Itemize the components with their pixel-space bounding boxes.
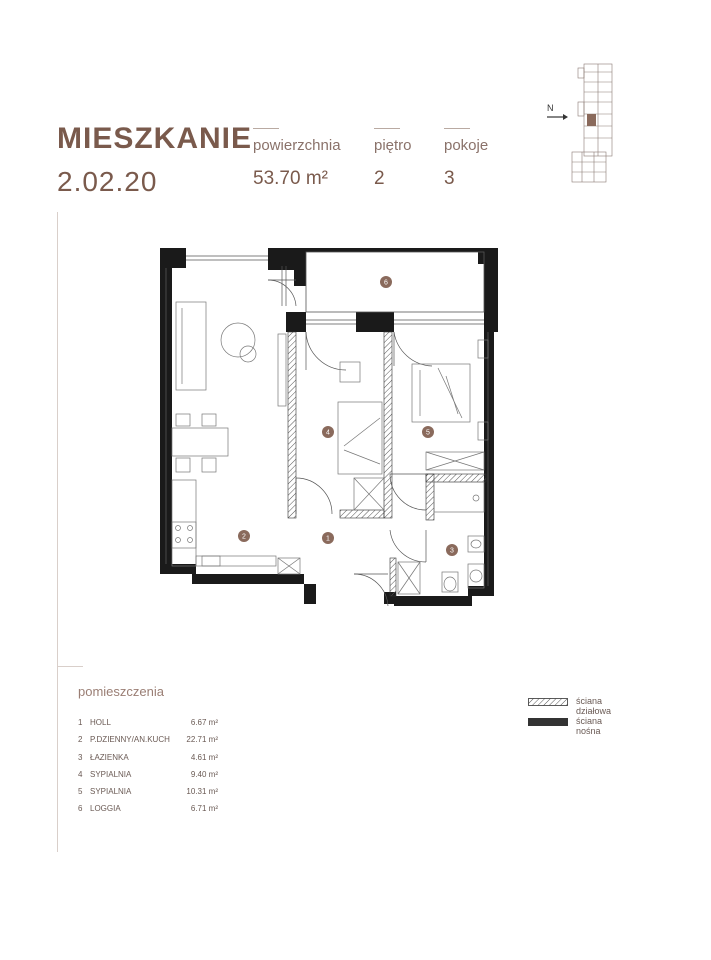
room-area: 22.71 m² [186,735,218,745]
unit-number: 2.02.20 [57,166,158,197]
list-item [78,735,218,752]
rooms-heading: pomieszczenia [78,684,164,699]
load-bearing-swatch-icon [528,718,568,726]
area-column [253,128,341,190]
room-name: ŁAZIENKA [90,752,129,762]
floor-value: 2 [374,168,385,189]
floor-column [374,128,412,190]
room-area: 6.71 m² [190,804,218,814]
room-number: 2 [78,735,83,745]
north-label: N [547,103,554,113]
room-label-6: 6 [384,279,388,287]
divider [253,128,279,129]
room-label-5: 5 [426,429,430,437]
room-label-3: 3 [450,547,454,555]
room-area: 6.67 m² [190,718,218,727]
legend-label: ściana nośna [576,716,603,736]
room-name: SYPIALNIA [90,769,132,779]
room-area: 4.61 m² [190,752,218,762]
room-area: 9.40 m² [190,769,218,779]
list-item [78,804,218,821]
room-number: 3 [78,752,83,762]
side-rule [57,212,58,852]
floor-label: piętro [374,137,412,154]
rooms-list [78,718,218,822]
room-name: SYPIALNIA [90,787,132,797]
area-label: powierzchnia [253,137,341,154]
north-arrow-icon [545,112,569,122]
legend-label: ściana działowa [576,696,612,716]
list-item [78,718,218,735]
room-label-4: 4 [326,429,330,437]
floor-plan [158,246,508,618]
rooms-value: 3 [444,168,455,189]
room-number: 6 [78,804,83,814]
list-item [78,787,218,804]
room-name: P.DZIENNY/AN.KUCH [90,735,170,745]
side-rule-tick [57,666,83,667]
list-item [78,753,218,770]
rooms-column [444,128,488,190]
divider [444,128,470,129]
room-number: 5 [78,787,83,797]
divider [374,128,400,129]
partition-swatch-icon [528,698,568,706]
list-item [78,770,218,787]
room-name: LOGGIA [90,804,121,814]
room-label-2: 2 [242,533,246,541]
unit-highlight [587,114,596,126]
page-title: MIESZKANIE [57,122,253,155]
rooms-label: pokoje [444,137,489,154]
area-value: 53.70 m² [253,168,328,189]
room-label-1: 1 [326,535,330,543]
key-plan [570,62,616,187]
partition-walls [288,332,486,596]
room-name: HOLL [90,718,111,727]
room-number: 4 [78,769,83,779]
room-number: 1 [78,718,83,727]
room-area: 10.31 m² [186,787,218,797]
